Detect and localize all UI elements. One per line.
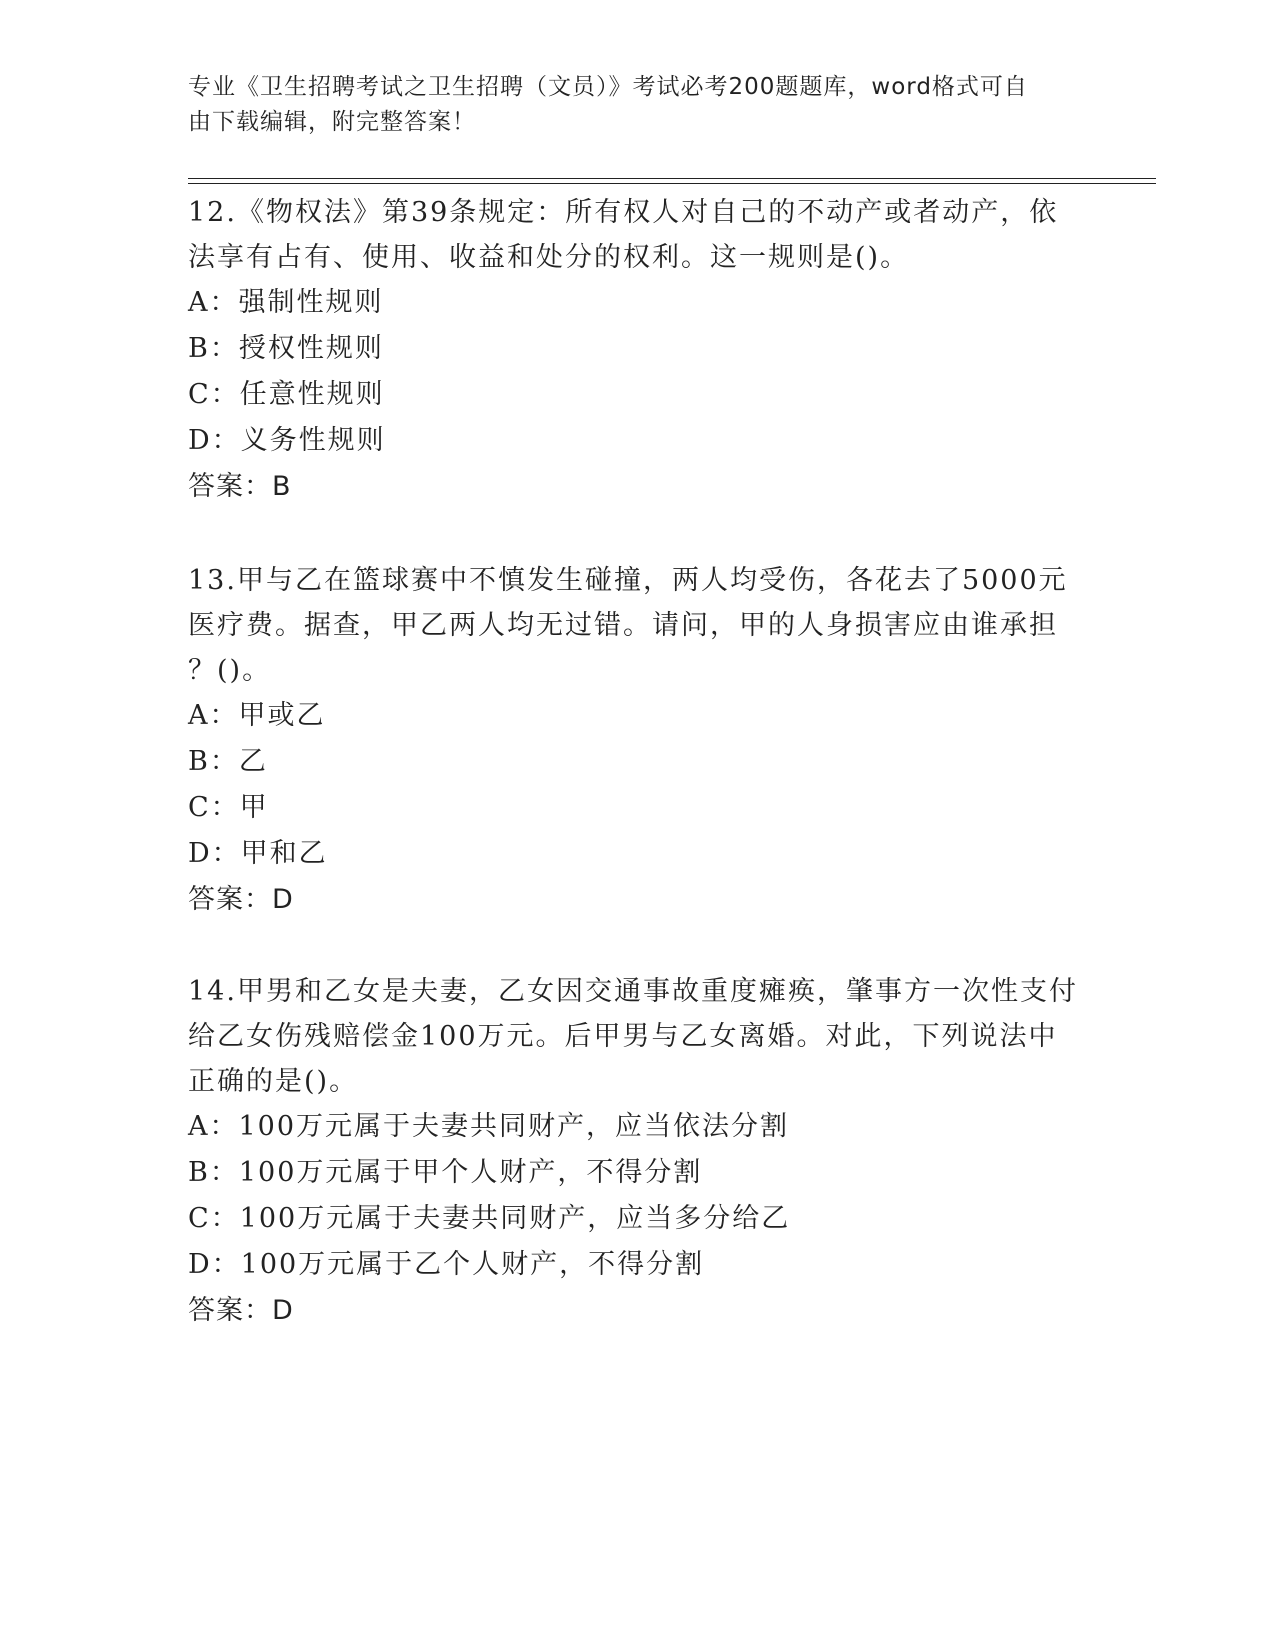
question-stem-line: 正确的是()。 xyxy=(188,1066,359,1097)
answer: 答案：B xyxy=(188,471,292,502)
question-stem-line: 14.甲男和乙女是夫妻，乙女因交通事故重度瘫痪，肇事方一次性支付 xyxy=(188,976,1078,1007)
option-a: A：100万元属于夫妻共同财产，应当依法分割 xyxy=(188,1111,790,1142)
header-line-2: 由下载编辑，附完整答案！ xyxy=(188,109,476,135)
option-a: A：强制性规则 xyxy=(188,287,384,318)
option-a: A：甲或乙 xyxy=(188,700,326,731)
option-d: D：100万元属于乙个人财产，不得分割 xyxy=(188,1249,705,1280)
question-stem-line: 13.甲与乙在篮球赛中不慎发生碰撞，两人均受伤，各花去了5000元 xyxy=(188,565,1068,596)
option-c: C：任意性规则 xyxy=(188,379,385,410)
question-stem-line: 12.《物权法》第39条规定：所有权人对自己的不动产或者动产，依 xyxy=(188,197,1059,228)
question-stem-line: 医疗费。据查，甲乙两人均无过错。请问，甲的人身损害应由谁承担 xyxy=(188,610,1058,641)
document-header xyxy=(188,70,1088,140)
option-d: D：义务性规则 xyxy=(188,425,386,456)
answer: 答案：D xyxy=(188,1295,294,1326)
option-b: B：授权性规则 xyxy=(188,333,384,364)
option-b: B：乙 xyxy=(188,746,268,777)
question-stem-line: ？()。 xyxy=(188,655,272,686)
header-line-1: 专业《卫生招聘考试之卫生招聘（文员）》考试必考200题题库，word格式可自 xyxy=(188,74,1028,100)
question-13 xyxy=(188,558,1088,923)
option-c: C：100万元属于夫妻共同财产，应当多分给乙 xyxy=(188,1203,791,1234)
option-b: B：100万元属于甲个人财产，不得分割 xyxy=(188,1157,703,1188)
question-12 xyxy=(188,190,1088,510)
option-d: D：甲和乙 xyxy=(188,838,328,869)
question-14 xyxy=(188,969,1088,1334)
answer: 答案：D xyxy=(188,884,294,915)
option-c: C：甲 xyxy=(188,792,269,823)
question-stem-line: 给乙女伤残赔偿金100万元。后甲男与乙女离婚。对此，下列说法中 xyxy=(188,1021,1058,1052)
header-divider-top xyxy=(188,178,1156,179)
header-divider-bottom xyxy=(188,183,1156,184)
question-stem-line: 法享有占有、使用、收益和处分的权利。这一规则是()。 xyxy=(188,242,910,273)
